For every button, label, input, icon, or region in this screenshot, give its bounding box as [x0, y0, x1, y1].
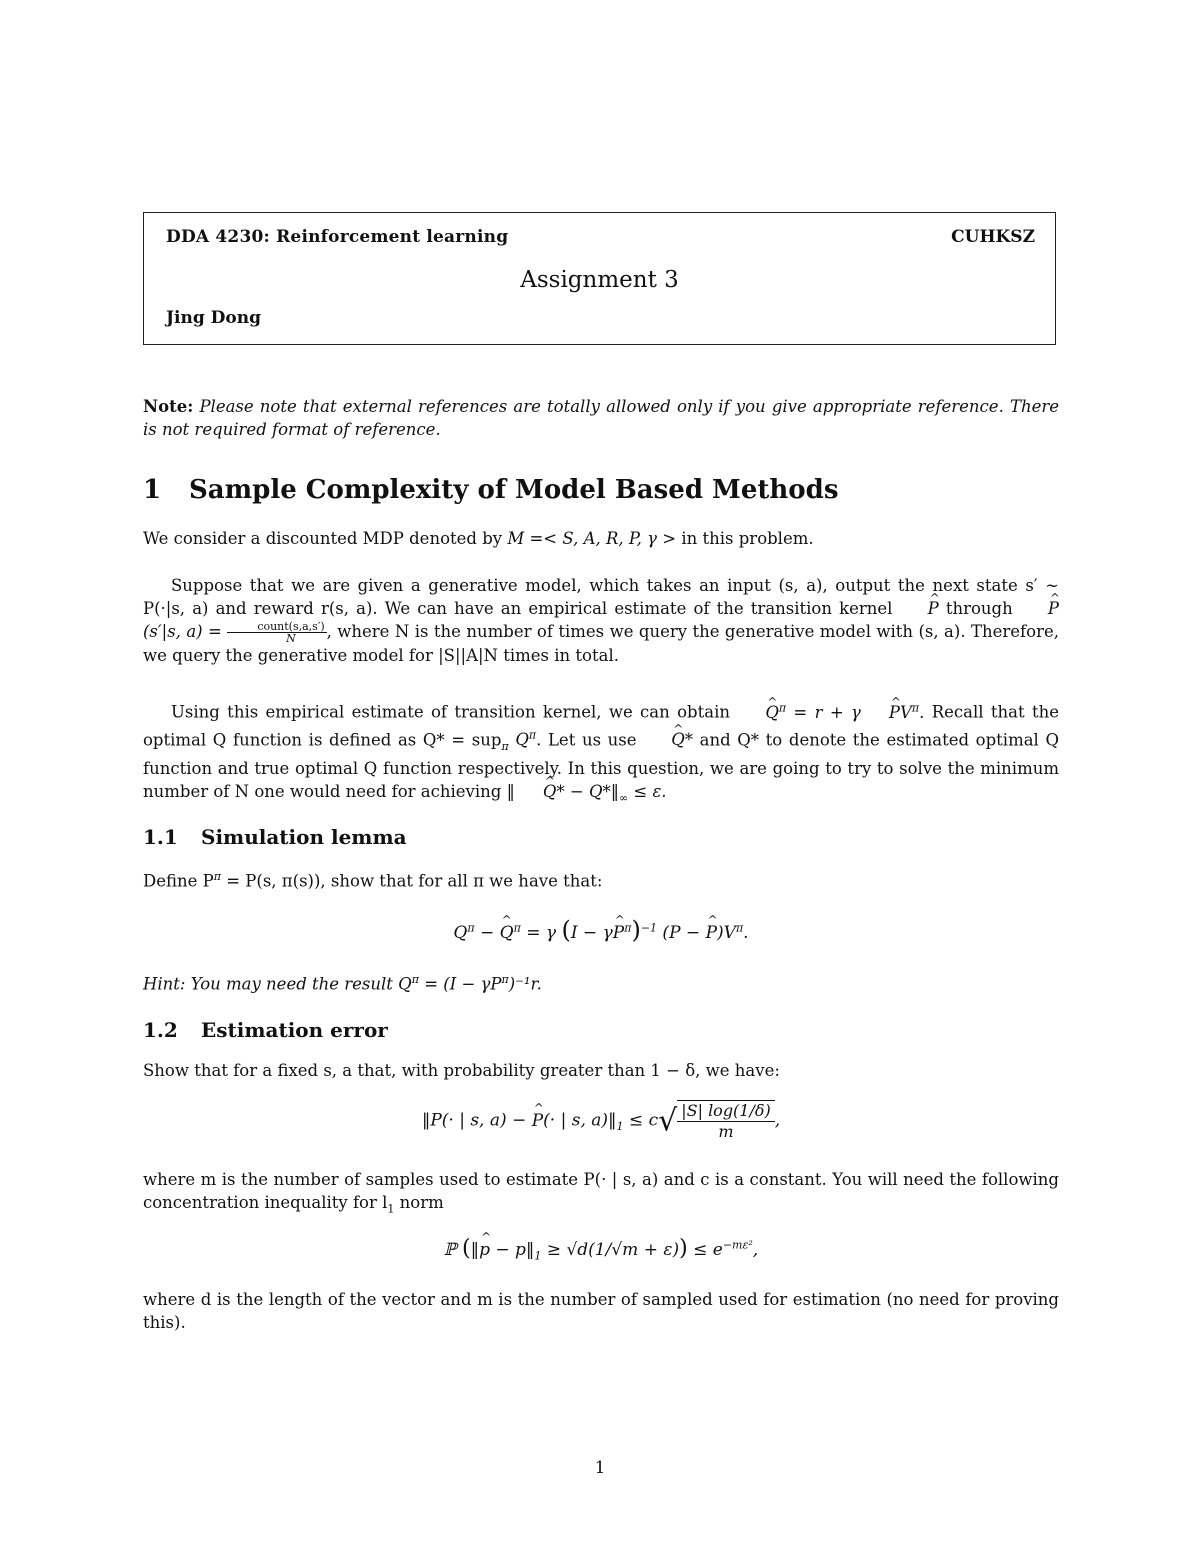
intro-text: We consider a discounted MDP denoted by: [143, 529, 503, 548]
emp-text-b: Recall that the optimal Q function is defined as Q* = sup: [143, 702, 1059, 749]
section-number: 1: [143, 475, 162, 505]
mdp-tuple: M =< S, A, R, P, γ >: [507, 529, 677, 548]
simulation-lemma-text: Define $P^\pi = P(s$, π(s)), show that for all π we have that:: [143, 870, 603, 891]
gen-text-a: Suppose that we are given a generative model, which takes an input (s, a), output the next state s′ ∼ P(·|s, a) and reward r(s, a). We can have an empirical estimate of the transition kernel: [143, 576, 1059, 618]
concentration-text: [143, 1288, 1059, 1334]
emp-text-a: Using this empirical estimate of transition kernel, we can obtain: [171, 702, 730, 722]
subsection-heading-1: [143, 825, 407, 849]
hint-label: Hint:: [143, 974, 186, 994]
intro-text-end: in this problem.: [681, 529, 814, 548]
generative-model-paragraph: Suppose that we are given a generative model, which takes an input (s, a), output the next state s′ ∼ P(·|s, a) and reward r(s, a). We can have an empirical estimate of the transition kernel ^ P through ^ P(s′|s, a) = $\frac{\text{count(s,a,s′)}}{N}$ , where N is the number of times we query the generative model with (s, a). Therefore, we query the generative model for |S||A|N times in total.: [143, 574, 1059, 667]
subsection-number: 1.2: [143, 1018, 178, 1042]
q-hat-def: ^ $Q^\pi = r$ + γ^ $PV^\pi$.: [737, 703, 924, 722]
author: Jing Dong: [166, 308, 261, 328]
hint-text: You may need the result Q: [190, 974, 412, 994]
estimation-text-b: where m is the number of samples used to estimate P(· | s, a) and c is a constant. You will need the following concentration inequality for l: [143, 1170, 1059, 1212]
estimation-text-2: where m is the number of samples used to estimate P(· | s, a) and c is a constant. You will need the following concentration inequality for $l_1$ norm: [143, 1170, 1059, 1216]
norm-condition: ‖^ $Q* - Q*‖_\infty \le \varepsilon$.: [507, 782, 667, 801]
header-box: [143, 212, 1056, 345]
subsection-number: 1.1: [143, 825, 178, 849]
hint-math: = (I − γP: [424, 974, 502, 994]
note-text: Please note that external references are totally allowed only if you give appropriate reference. There is not required format of reference.: [143, 397, 1059, 439]
page-number: 1: [594, 1458, 606, 1478]
concentration-explanation: where d is the length of the vector and m is the number of sampled used for estimation (no need for proving this).: [143, 1290, 1059, 1332]
section-heading: [143, 475, 838, 505]
subsection-title: Simulation lemma: [201, 825, 407, 849]
emp-text-d: and Q* to denote the estimated optimal Q function and true optimal Q function respectively. In this question, we are going to try to solve the minimum number of N one would need for achieving: [143, 730, 1059, 802]
section-title: Sample Complexity of Model Based Methods: [189, 475, 839, 505]
define-text-b: = P(s, π(s)), show that for all π we have that:: [226, 871, 603, 891]
assignment-title: Assignment 3: [520, 267, 679, 293]
estimation-text-end: norm: [399, 1193, 444, 1212]
emp-text-c: Let us use: [547, 730, 637, 749]
estimation-text: Show that for a fixed s, a that, with probability greater than 1 − δ, we have:: [143, 1061, 780, 1080]
q-hat-star: ^ Q*: [643, 730, 693, 749]
gen-text-c: where N is the number of times we query the generative model with (s, a). Therefore, we query the generative model for |S||A|N times in total.: [143, 622, 1059, 665]
course-title: DDA 4230: Reinforcement learning: [166, 227, 509, 247]
gen-text-b: through: [945, 599, 1013, 618]
empirical-estimate-paragraph: Using this empirical estimate of transition kernel, we can obtain ^ $Q^\pi = r$ + γ^ $PV^\pi$. Recall that the optimal Q function is defined as Q* = sup$_\pi$ $Q^\pi$. Let us use ^ Q* and Q* to denote the estimated optimal Q function and true optimal Q function respectively. In this question, we are going to try to solve the minimum number of N one would need for achieving ‖^ $Q* - Q*‖_\infty \le \varepsilon$.: [143, 696, 1059, 810]
subsection-title: Estimation error: [201, 1018, 388, 1042]
count-fraction: $\frac{\text{count(s,a,s′)}}{N}$: [227, 621, 326, 644]
estimation-error-text: [143, 1059, 1059, 1082]
concentration-inequality: ℙ (‖^ $p - p‖_1 \ge √d(1/√m + \varepsilon)) \le e^{-m\varepsilon^2}$,: [143, 1236, 1059, 1262]
section-intro: [143, 527, 1059, 550]
hint-paragraph: Hint: You may need the result $Q^\pi = (I - \gamma P^\pi)^{-1}r$.: [143, 973, 542, 994]
estimation-bound-equation: ‖P(· | s, a) − ^ P(· | s, $a)‖_1 \le c√$ $\frac{|S| \log(1/\delta)}{m}$ ,: [143, 1100, 1059, 1142]
note-label: Note:: [143, 397, 194, 416]
define-text: Define P: [143, 871, 214, 891]
institution: CUHKSZ: [951, 227, 1035, 247]
simulation-lemma-equation: $Q^\pi$ − ^ $Q^\pi = \gamma$ (I − γ^ $P^\pi)^{-1}$ (P − ^ $P)V^\pi$.: [143, 916, 1059, 944]
hint-end: )⁻¹r.: [508, 974, 542, 994]
p-hat-def: ^ P(s′|s, a) =: [143, 599, 1059, 641]
subsection-heading-2: [143, 1018, 388, 1042]
note-paragraph: [143, 395, 1059, 441]
p-hat-symbol: ^ P: [900, 599, 939, 618]
